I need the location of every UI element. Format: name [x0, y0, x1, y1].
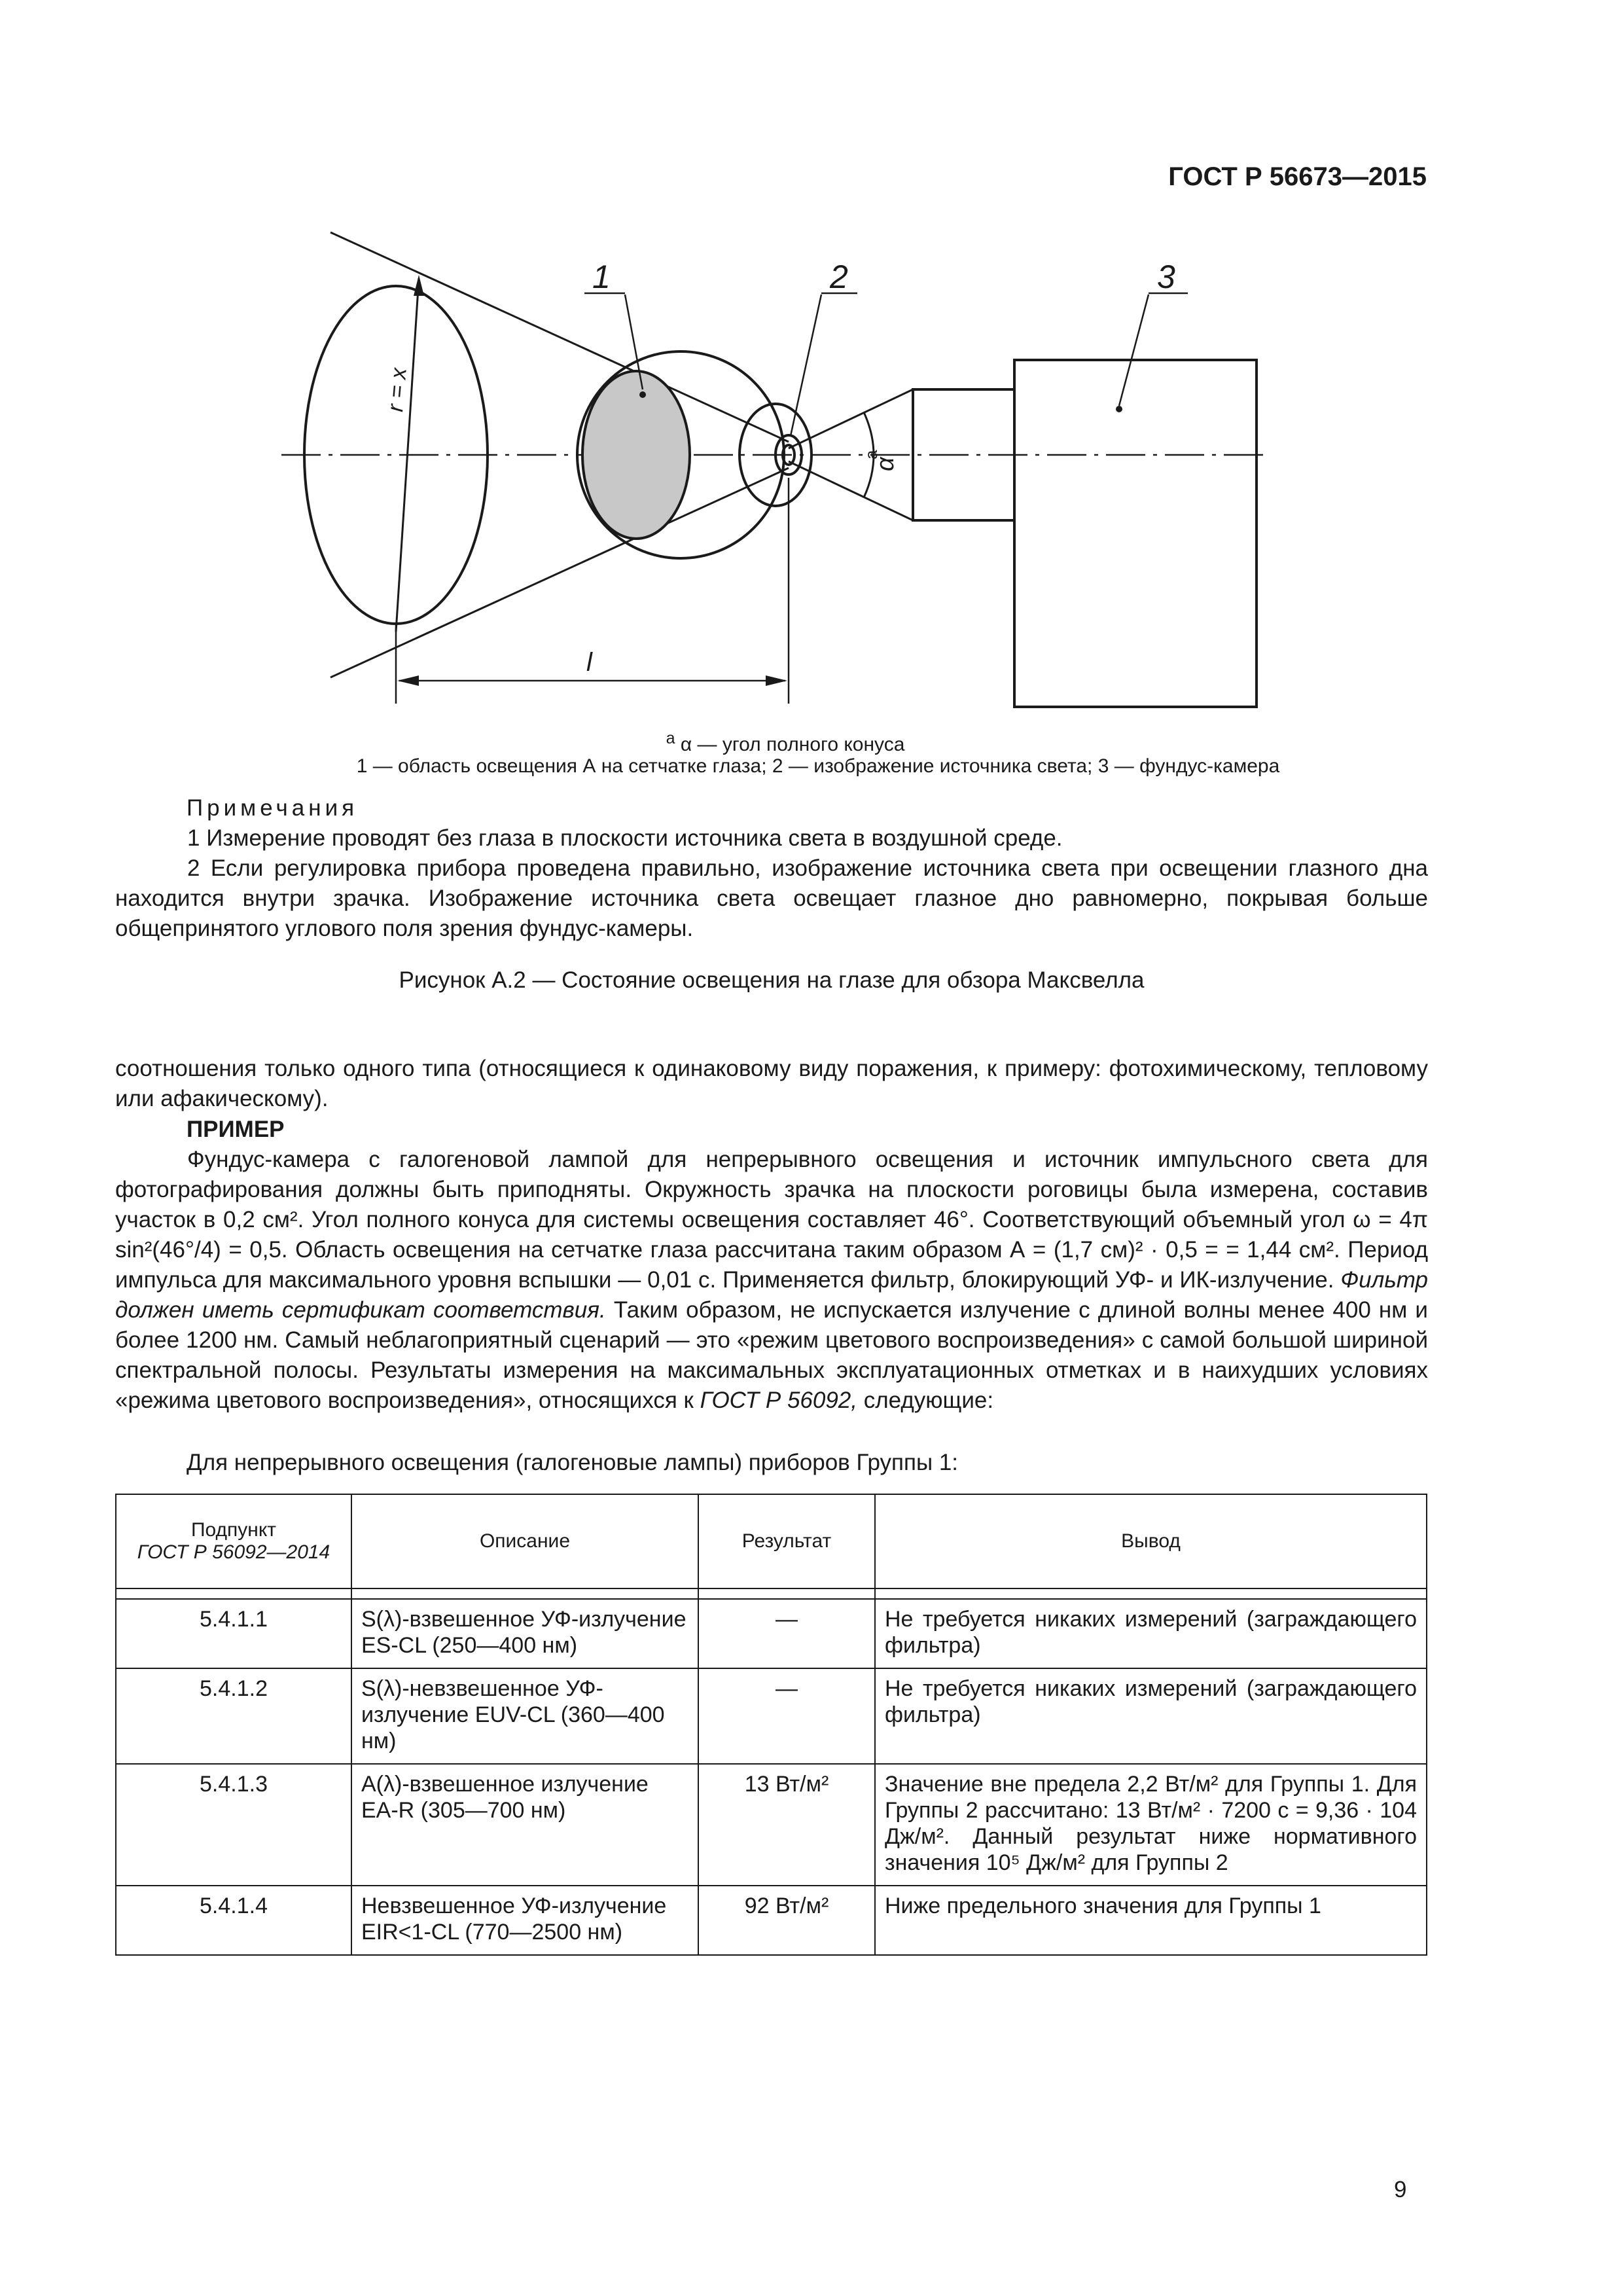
example-text-1: Фундус-камера с галогеновой лампой для непрерывного освещения и источник импульсного света для фотографирования должны быть приподняты. Окружность зрачка на плоскости роговицы была измерена, составив участок в 0,2 см². Угол полного конуса для системы освещения составляет 46°. Соответствующий объемный угол ω = 4π sin²(46°/4) = 0,5. Область освещения на сетчатке глаза рассчитана таким образом А = (1,7 см)² · 0,5 = = 1,44 см². Период импульса для максимального уровня вспышки — 0,01 с. Применяется фильтр, блокирующий УФ- и ИК-излучение. — [115, 1147, 1428, 1293]
example-italic-1: Фильтр должен иметь сертификат соответствия. — [115, 1267, 1428, 1323]
leader-3 — [1119, 295, 1149, 406]
length-label: l — [586, 648, 592, 677]
leader-dot-1 — [639, 391, 646, 398]
example-italic-2: ГОСТ Р 56092, — [700, 1388, 857, 1413]
dim-arrow-left — [397, 675, 419, 686]
cell-conclusion: Ниже предельного значения для Группы 1 — [875, 1886, 1427, 1955]
header-result: Результат — [698, 1494, 875, 1588]
header-subclause — [116, 1494, 351, 1588]
caption-items: 1 — область освещения А на сетчатке глаза; 2 — изображение источника света; 3 — фундус-камера — [356, 755, 1280, 777]
cell-conclusion: Не требуется никаких измерений (заграждающего фильтра) — [875, 1668, 1427, 1764]
table-row — [116, 1886, 1427, 1955]
figure-title: Рисунок А.2 — Состояние освещения на глазе для обзора Максвелла — [399, 967, 1145, 993]
cell-conclusion: Не требуется никаких измерений (заграждающего фильтра) — [875, 1599, 1427, 1668]
continuation-paragraph: соотношения только одного типа (относящиеся к одинаковому виду поражения, к примеру: фотохимическому, тепловому или афакическому). — [115, 1056, 1428, 1111]
example-body — [115, 1145, 1428, 1416]
cell-conclusion: Значение вне предела 2,2 Вт/м² для Группы 1. Для Группы 2 рассчитано: 13 Вт/м² · 7200 с = 9,36 · 104 Дж/м². Данный результат ниже нормативного значения 10⁵ Дж/м² для Группы 2 — [875, 1764, 1427, 1886]
radius-arrowhead — [414, 275, 424, 296]
example-title: ПРИМЕР — [187, 1117, 285, 1142]
caption-alpha-text: α — угол полного конуса — [680, 734, 905, 755]
table-gap-row — [116, 1588, 1427, 1599]
table-row — [116, 1668, 1427, 1764]
cell-desc: S(λ)-взвешенное УФ-излучение ES-CL (250—400 нм) — [351, 1599, 698, 1668]
leader-dot-3 — [1116, 406, 1122, 412]
table-intro: Для непрерывного освещения (галогеновые лампы) приборов Группы 1: — [187, 1450, 959, 1475]
cell-result: — — [698, 1668, 875, 1764]
cell-desc: A(λ)-взвешенное излучение EA-R (305—700 нм) — [351, 1764, 698, 1886]
note-1: 1 Измерение проводят без глаза в плоскости источника света в воздушной среде. — [187, 825, 1063, 851]
cell-num: 5.4.1.3 — [116, 1764, 351, 1886]
document-id: ГОСТ Р 56673—2015 — [1168, 162, 1427, 191]
angle-sup: a — [861, 450, 881, 459]
cell-num: 5.4.1.2 — [116, 1668, 351, 1764]
page-number: 9 — [1394, 2177, 1407, 2202]
header-subclause-a: Подпункт — [190, 1519, 277, 1541]
example-text-2: Таким образом, не испускается излучение с длиной волны менее 400 нм и более 1200 нм. Самый неблагоприятный сценарий — это «режим цветового воспроизведения» с самой большой шириной спектральной полосы. Результаты измерения на максимальных эксплуатационных отметках и в наихудших условиях «режима цветового воспроизведения», относящихся к — [115, 1297, 1428, 1413]
cell-result: — — [698, 1599, 875, 1668]
figure-label-2: 2 — [830, 259, 848, 295]
table-row — [116, 1764, 1427, 1886]
dim-arrow-right — [766, 675, 787, 686]
cell-desc: Невзвешенное УФ-излучение EIR<1-CL (770—2500 нм) — [351, 1886, 698, 1955]
figure-label-3: 3 — [1157, 259, 1175, 295]
example-text-3: следующие: — [863, 1388, 994, 1413]
notes-title: Примечания — [187, 795, 359, 821]
cell-desc: S(λ)-невзвешенное УФ-излучение EUV-CL (360—400 нм) — [351, 1668, 698, 1764]
header-subclause-b: ГОСТ Р 56092—2014 — [137, 1541, 330, 1563]
results-table — [115, 1494, 1427, 1956]
cell-result: 92 Вт/м² — [698, 1886, 875, 1955]
retina-illumination-area — [582, 371, 690, 539]
radius-label: r = x — [383, 367, 412, 413]
figure-label-1: 1 — [592, 259, 611, 295]
table-header-row — [116, 1494, 1427, 1588]
maxwellian-view-diagram — [262, 223, 1283, 720]
angle-line-top — [789, 389, 913, 448]
cell-result: 13 Вт/м² — [698, 1764, 875, 1886]
angle-label: α — [872, 457, 899, 471]
camera-body — [1014, 360, 1257, 707]
cell-num: 5.4.1.1 — [116, 1599, 351, 1668]
caption-alpha — [458, 729, 1113, 756]
cell-num: 5.4.1.4 — [116, 1886, 351, 1955]
caption-alpha-sup: a — [666, 729, 675, 747]
header-conclusion: Вывод — [875, 1494, 1427, 1588]
note-2: 2 Если регулировка прибора проведена правильно, изображение источника света при освещении глазного дна находится внутри зрачка. Изображение источника света освещает глазное дно равномерно, покрывая больше общепринятого углового поля зрения фундус-камеры. — [115, 855, 1428, 941]
header-description: Описание — [351, 1494, 698, 1588]
table-row — [116, 1599, 1427, 1668]
leader-2 — [791, 295, 821, 436]
